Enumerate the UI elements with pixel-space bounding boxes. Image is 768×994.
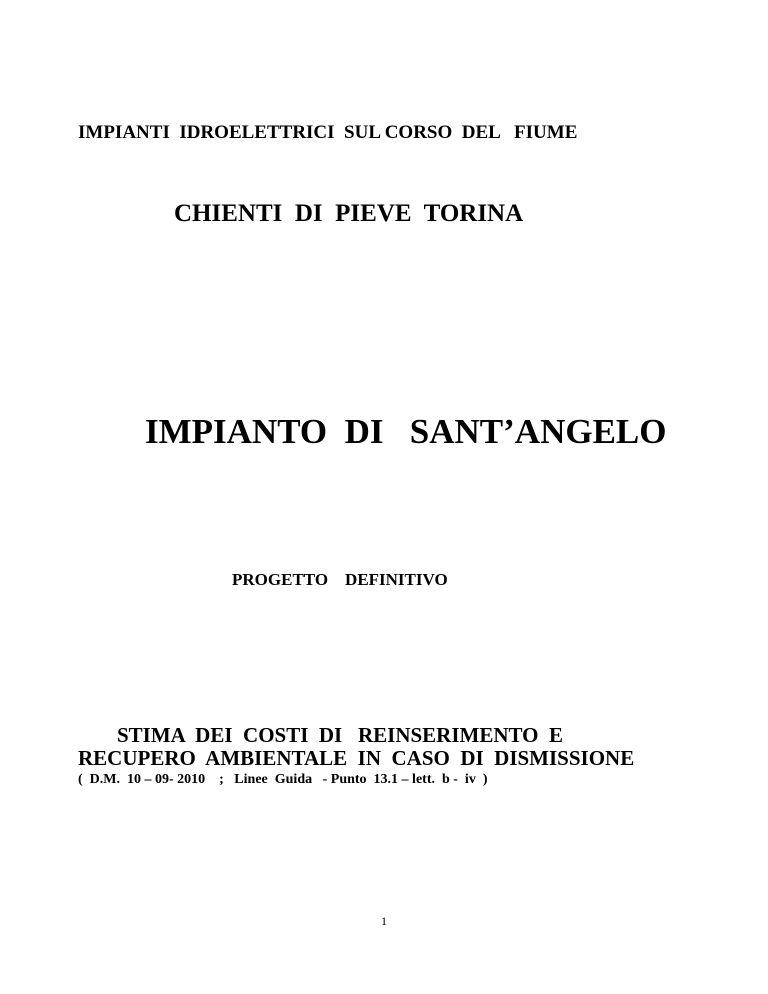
page-number: 1 xyxy=(381,914,387,928)
document-header: IMPIANTI IDROELETTRICI SUL CORSO DEL FIUME xyxy=(78,122,578,143)
subject-line-2: RECUPERO AMBIENTALE IN CASO DI DISMISSIONE xyxy=(78,746,635,770)
document-title: IMPIANTO DI SANT’ANGELO xyxy=(145,412,667,451)
project-type: PROGETTO DEFINITIVO xyxy=(232,570,448,589)
legal-reference: ( D.M. 10 – 09- 2010 ; Linee Guida - Punto 13.1 – lett. b - iv ) xyxy=(78,772,488,787)
subject-line-1: STIMA DEI COSTI DI REINSERIMENTO E xyxy=(117,723,563,747)
document-subheader: CHIENTI DI PIEVE TORINA xyxy=(174,200,524,227)
